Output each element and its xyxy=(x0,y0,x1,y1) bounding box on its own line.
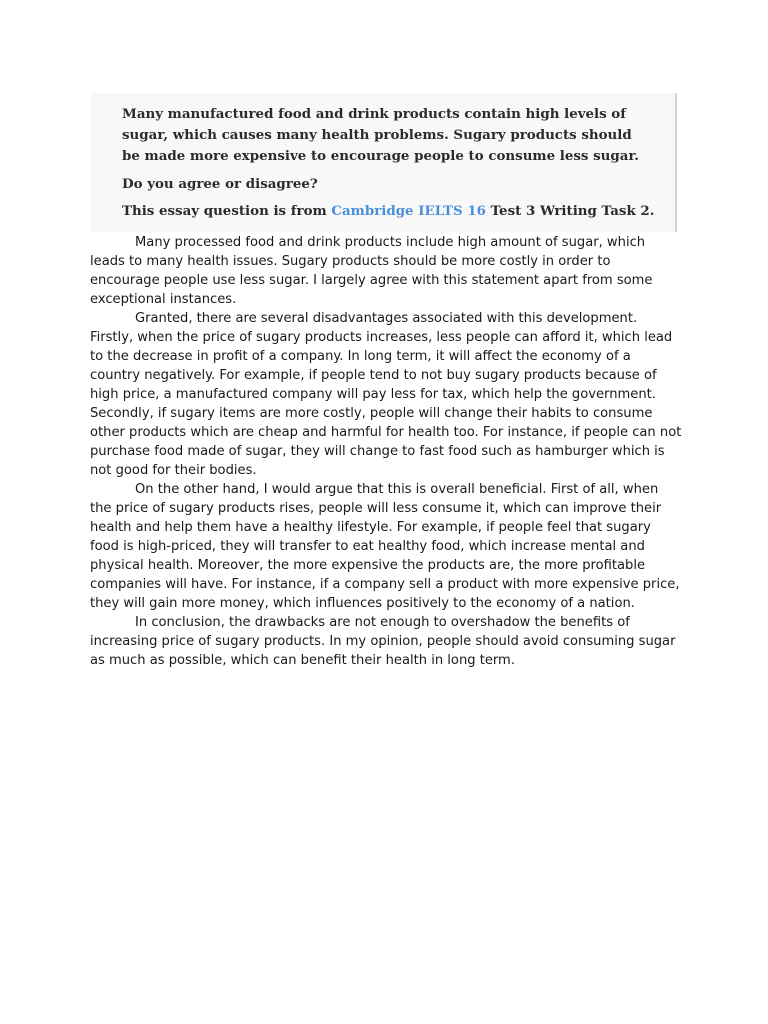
essay-prompt-image xyxy=(91,93,677,232)
essay-paragraph-advantages: On the other hand, I would argue that this is overall beneficial. First of all, when the price of sugary products rises, people will less consume it, which can improve their health and help them have a healthy lifestyle. For example, if people feel that sugary food is high-priced, they will transfer to eat healthy food, which increase mental and physical health. Moreover, the more expensive the products are, the more profitable companies will have. For instance, if a company sell a product with more expensive price, they will gain more money, which influences positively to the economy of a nation. xyxy=(90,482,680,611)
essay-paragraph-disadvantages: Granted, there are several disadvantages associated with this development. Firstly, when the price of sugary products increases, less people can afford it, which lead to the decrease in profit of a company. In long term, it will affect the economy of a country negatively. For example, if people tend to not buy sugary products because of high price, a manufactured company will pay less for tax, which help the government. Secondly, if sugary items are more costly, people will change their habits to consume other products which are cheap and harmful for health too. For instance, if people can not purchase food made of sugar, they will change to fast food such as hamburger which is not good for their bodies. xyxy=(90,311,682,478)
essay-paragraph-conclusion: In conclusion, the drawbacks are not enough to overshadow the benefits of increasing price of sugary products. In my opinion, people should avoid consuming sugar as much as possible, which can benefit their health in long term. xyxy=(90,615,676,668)
essay-body xyxy=(90,233,682,670)
prompt-source xyxy=(122,201,654,222)
source-suffix: Test 3 Writing Task 2. xyxy=(485,203,655,219)
source-prefix: This essay question is from xyxy=(122,203,332,219)
prompt-question: Do you agree or disagree? xyxy=(122,176,318,192)
prompt-statement: Many manufactured food and drink products contain high levels of sugar, which causes many health problems. Sugary products should be made more expensive to encourage people to consume less sugar. xyxy=(122,106,639,164)
source-link[interactable]: Cambridge IELTS 16 xyxy=(331,203,486,219)
essay-paragraph-intro: Many processed food and drink products include high amount of sugar, which leads to many health issues. Sugary products should be more costly in order to encourage people use less sugar. I largely agree with this statement apart from some exceptional instances. xyxy=(90,235,653,307)
